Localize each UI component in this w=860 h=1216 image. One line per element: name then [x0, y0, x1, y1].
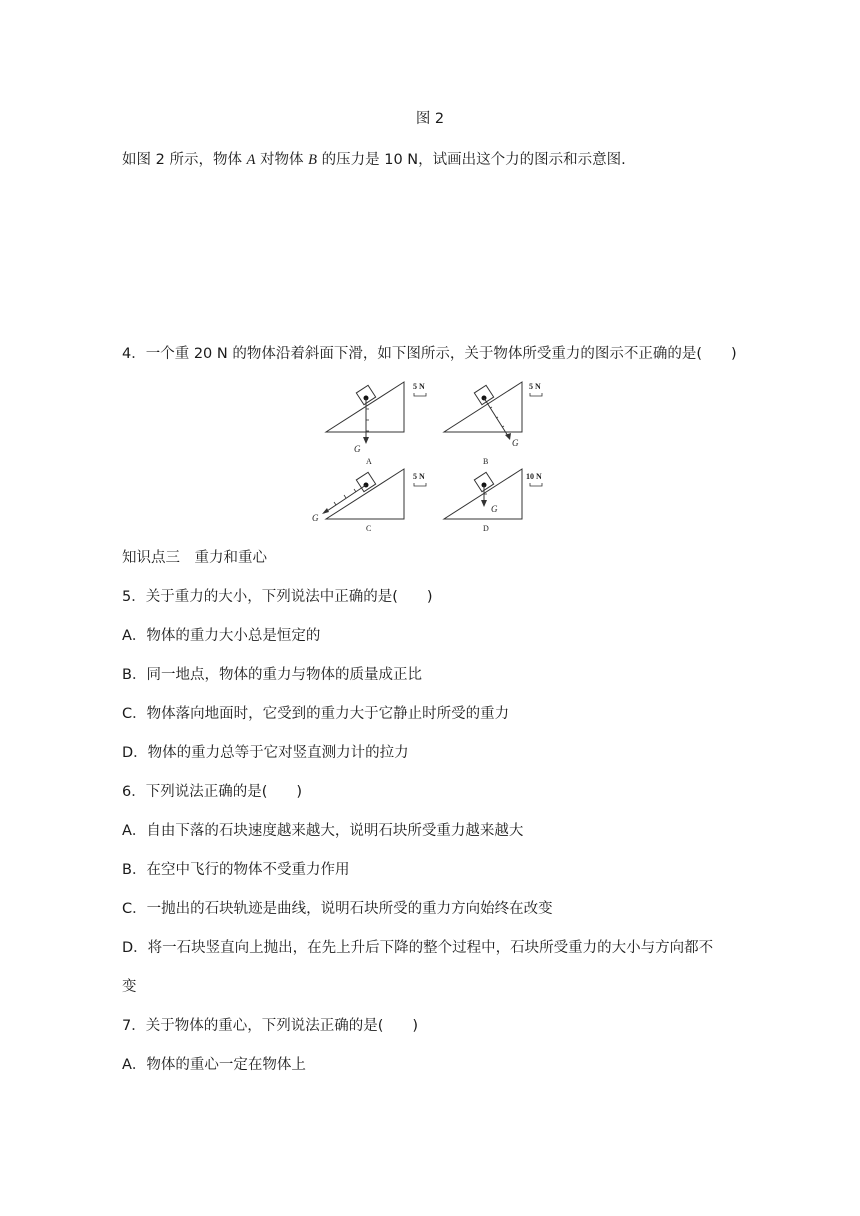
- question-6-stem: 6．下列说法正确的是( ): [122, 784, 303, 800]
- q5-option-d: D．物体的重力总等于它对竖直测力计的拉力: [122, 745, 409, 761]
- q6-option-a: A．自由下落的石块速度越来越大，说明石块所受重力越来越大: [122, 823, 524, 839]
- panel-d-scale-label: 10 N: [526, 472, 542, 481]
- figure-2-caption: 图 2: [415, 111, 445, 127]
- q6-option-b: B．在空中飞行的物体不受重力作用: [122, 862, 350, 878]
- q6-option-c: C．一抛出的石块轨迹是曲线，说明石块所受的重力方向始终在改变: [122, 901, 553, 917]
- panel-d-force-label: G: [491, 504, 498, 514]
- q3-text-part: 的压力是 10 N，试画出这个力的图示和示意图.: [317, 152, 626, 168]
- object-a-label: A: [246, 152, 256, 168]
- panel-a: [326, 382, 426, 466]
- q5-option-c: C．物体落向地面时，它受到的重力大于它静止时所受的重力: [122, 706, 510, 722]
- panel-c-letter: C: [366, 524, 372, 533]
- q3-text-part: 如图 2 所示，物体: [122, 152, 247, 168]
- q5-option-b: B．同一地点，物体的重力与物体的质量成正比: [122, 667, 422, 683]
- panel-c-scale-label: 5 N: [413, 472, 425, 481]
- q7-option-a: A．物体的重心一定在物体上: [122, 1057, 306, 1073]
- panel-b-letter: B: [483, 457, 489, 466]
- panel-c-force-label: G: [312, 513, 319, 523]
- incline-gravity-figure: [310, 378, 560, 538]
- q6-option-d: D．将一石块竖直向上抛出，在先上升后下降的整个过程中，石块所受重力的大小与方向都不: [122, 940, 714, 956]
- q5-option-a: A．物体的重力大小总是恒定的: [122, 628, 321, 644]
- question-5-stem: 5．关于重力的大小，下列说法中正确的是( ): [122, 589, 433, 605]
- panel-a-letter: A: [366, 457, 372, 466]
- q6-option-d-continuation: 变: [122, 979, 137, 995]
- q3-text-part: 对物体: [255, 152, 309, 168]
- object-b-label: B: [308, 152, 317, 168]
- panel-a-force-label: G: [354, 444, 361, 454]
- panel-b: [444, 382, 542, 466]
- question-7-stem: 7．关于物体的重心，下列说法正确的是( ): [122, 1018, 419, 1034]
- panel-a-scale-label: 5 N: [413, 382, 425, 391]
- panel-d-letter: D: [483, 524, 489, 533]
- question-4-stem: 4．一个重 20 N 的物体沿着斜面下滑，如下图所示，关于物体所受重力的图示不正确的是( ): [122, 346, 737, 362]
- question-3-text: [122, 150, 750, 170]
- panel-c: [312, 469, 426, 533]
- panel-b-force-label: G: [512, 438, 519, 448]
- panel-b-scale-label: 5 N: [529, 382, 541, 391]
- section-title: 知识点三 重力和重心: [122, 550, 267, 566]
- panel-d: [444, 469, 542, 533]
